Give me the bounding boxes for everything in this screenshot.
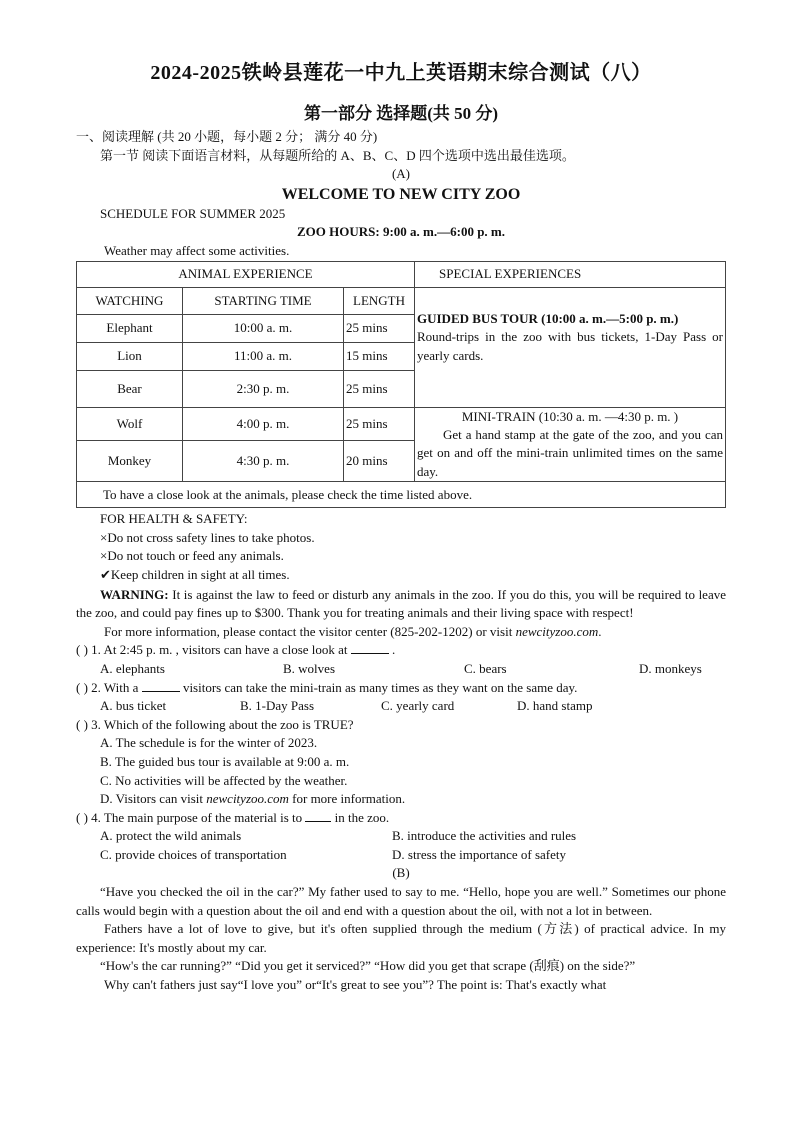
exam-title: 2024-2025铁岭县莲花一中九上英语期末综合测试（八） [150,62,652,84]
option[interactable]: A. elephants [100,660,165,676]
mini-train-title: MINI-TRAIN (10:30 a. m. —4:30 p. m. ) [461,408,679,424]
health-title: FOR HEALTH & SAFETY: [100,511,248,527]
option[interactable]: B. 1-Day Pass [240,698,315,714]
checkmark-icon: ✔ [100,567,111,583]
option[interactable]: B. introduce the activities and rules [392,828,577,844]
option[interactable]: C. yearly card [381,698,455,714]
bus-tour-title: GUIDED BUS TOUR (10:00 a. m.—5:00 p. m.) [417,310,679,326]
warning-paragraph: WARNING: It is against the law to feed or disturb any animals in the zoo. If you do this, you will be required to leave the zoo, and could pay fines up to $300. Thank you for treating animals and their living space with respect! [76,586,726,621]
option[interactable]: D. monkeys [639,660,702,676]
table-row-animal: Elephant [77,314,183,342]
safety-rule: ×Do not touch or feed any animals. [100,548,284,564]
passage-b-paragraph: “How's the car running?” “Did you get it serviced?” “How did you get that scrape (刮痕) on the side?” [100,958,636,974]
option[interactable]: A. The schedule is for the winter of 2023. [100,735,318,751]
safety-rule: ✔Keep children in sight at all times. [100,566,290,583]
mini-train-desc: Get a hand stamp at the gate of the zoo, and you can get on and off the mini-train unlimited times on the same day. [417,426,723,479]
zoo-heading: WELCOME TO NEW CITY ZOO [281,185,521,203]
table-row-time: 4:00 p. m. [183,407,344,441]
warning-label: WARNING: [100,586,169,602]
option[interactable]: C. provide choices of transportation [100,846,287,862]
table-row-time: 10:00 a. m. [183,314,344,342]
option[interactable]: D. hand stamp [517,698,593,714]
passage-b-paragraph: Fathers have a lot of love to give, but it's often supplied through the medium (方法) of practical advice. In my experience: It's mostly about my car. [76,921,726,955]
answer-bracket[interactable]: ( ) [76,716,88,732]
option[interactable]: A. bus ticket [100,698,167,714]
question-4-options [76,846,726,865]
question-1-options [76,660,726,679]
answer-bracket[interactable]: ( ) [76,679,88,695]
bus-tour-desc: Round-trips in the zoo with bus tickets, 1-Day Pass or yearly cards. [417,329,723,363]
table-row-length: 20 mins [344,441,415,482]
info-line: For more information, please contact the visitor center (825-202-1202) or visit newcityzoo.com. [104,623,602,639]
question-4: ( ) 4. The main purpose of the material is to in the zoo. [76,809,390,825]
option[interactable]: D. Visitors can visit newcityzoo.com for more information. [100,791,406,807]
question-1: ( ) 1. At 2:45 p. m. , visitors can have a close look at . [76,642,396,658]
passage-b-paragraph: Why can't fathers just say“I love you” or“It's great to see you”? The point is: That's exactly what [104,977,607,993]
passage-b-paragraph: “Have you checked the oil in the car?” My father used to say to me. “Hello, hope you are well.” Sometimes our phone calls would begin with a question about the oil and end with a question about the oil, with not a lot in between. [76,884,726,918]
col-starting-time: STARTING TIME [183,287,344,314]
table-row-length: 25 mins [344,407,415,441]
option[interactable]: B. wolves [283,660,335,676]
answer-blank [305,809,331,822]
zoo-hours: ZOO HOURS: 9:00 a. m.—6:00 p. m. [297,224,505,240]
exam-page [76,56,726,995]
mini-train-cell [415,407,726,482]
table-footer-note: To have a close look at the animals, please check the time listed above. [77,482,726,508]
question-2-options [76,697,726,716]
table-row-animal: Monkey [77,441,183,482]
weather-note: Weather may affect some activities. [104,242,290,258]
option[interactable]: A. protect the wild animals [100,828,242,844]
bus-tour-cell [415,287,726,407]
option[interactable]: D. stress the importance of safety [392,846,567,862]
option[interactable]: B. The guided bus tour is available at 9:00 a. m. [100,753,350,769]
question-3: ( ) 3. Which of the following about the zoo is TRUE? [76,716,354,732]
table-header-special: SPECIAL EXPERIENCES [415,261,726,287]
table-row-length: 25 mins [344,314,415,342]
answer-bracket[interactable]: ( ) [76,642,88,658]
table-row-length: 25 mins [344,370,415,407]
schedule-label: SCHEDULE FOR SUMMER 2025 [100,205,286,221]
answer-bracket[interactable]: ( ) [76,809,88,825]
website-link: newcityzoo.com [515,623,599,639]
passage-a-label: (A) [391,166,411,182]
passage-b-label: (B) [392,865,410,881]
section-instructions: 第一节 阅读下面语言材料，从每题所给的 A、B、C、D 四个选项中选出最佳选项。 [100,147,575,163]
safety-rule: ×Do not cross safety lines to take photos. [100,529,315,545]
option[interactable]: C. bears [464,660,507,676]
table-row-animal: Lion [77,342,183,370]
answer-blank [351,641,389,654]
col-watching: WATCHING [77,287,183,314]
table-row-animal: Bear [77,370,183,407]
table-row-time: 4:30 p. m. [183,441,344,482]
table-header-animal: ANIMAL EXPERIENCE [77,261,415,287]
question-2: ( ) 2. With a visitors can take the mini-train as many times as they want on the same day. [76,679,578,695]
part-heading: 第一部分 选择题(共 50 分) [303,104,499,123]
col-length: LENGTH [344,287,415,314]
table-row-time: 11:00 a. m. [183,342,344,370]
website-link: newcityzoo.com [206,791,289,807]
section-heading: 一、阅读理解 (共 20 小题，每小题 2 分； 满分 40 分) [76,129,378,144]
option[interactable]: C. No activities will be affected by the weather. [100,772,348,788]
schedule-table [76,261,726,509]
table-row-animal: Wolf [77,407,183,441]
question-4-options [76,827,726,846]
answer-blank [142,679,180,692]
table-row-length: 15 mins [344,342,415,370]
table-row-time: 2:30 p. m. [183,370,344,407]
